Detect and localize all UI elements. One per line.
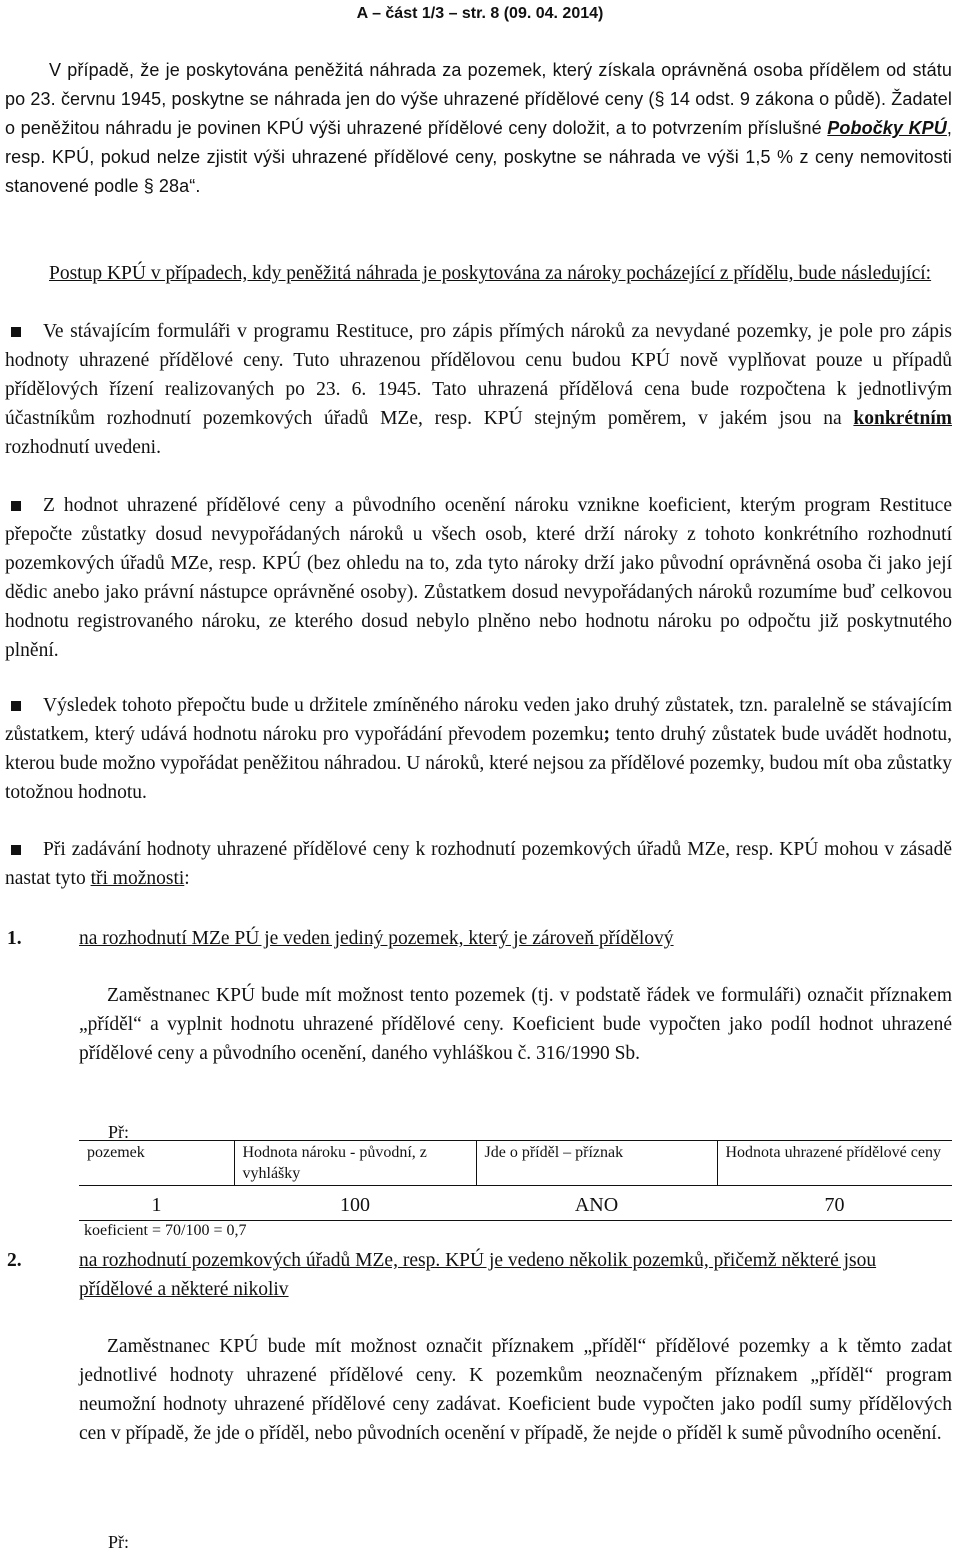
coefficient-note: koeficient = 70/100 = 0,7 xyxy=(84,1222,247,1239)
example-table xyxy=(79,1140,952,1221)
square-bullet-icon xyxy=(11,845,21,855)
table-cell: 1 xyxy=(79,1186,234,1221)
table-header-cell: pozemek xyxy=(79,1141,234,1186)
bullet-item-4: Při zadávání hodnoty uhrazené přídělové ceny k rozhodnutí pozemkových úřadů MZe, resp. KPÚ mohou v zásadě nastat tyto tři možnosti: xyxy=(5,839,952,889)
table-header-cell: Hodnota uhrazené přídělové ceny xyxy=(717,1141,952,1186)
bullet-item-2: Z hodnot uhrazené přídělové ceny a původního ocenění nároku vznikne koeficient, kterým program Restituce přepočte zůstatky dosud nevypořádaných nároků u všech osob, které drží nároky z tohoto konkrétního rozhodnutí pozemkových úřadů MZe, resp. KPÚ (bez ohledu na to, zda tyto nároky drží jako původní oprávněná osoba či jako její dědic anebo jako právní nástupce oprávněné osoby). Zůstatkem dosud nevypořádaných nároků rozumíme buď celkovou hodnotu registrovaného nároku, ze kterého dosud nebylo plněno nebo hodnotu nároku po odpočtu již poskytnutého plnění. xyxy=(5,495,952,661)
table-header-cell: Hodnota nároku - původní, z vyhlášky xyxy=(234,1141,476,1186)
table-header-cell: Jde o příděl – příznak xyxy=(476,1141,717,1186)
case-2-heading: 2. na rozhodnutí pozemkových úřadů MZe, resp. KPÚ je vedeno několik pozemků, přičemž některé jsou přídělové a některé nikoliv xyxy=(7,1250,877,1300)
case-1-heading: 1. na rozhodnutí MZe PÚ je veden jediný pozemek, který je zároveň přídělový xyxy=(7,928,674,949)
square-bullet-icon xyxy=(11,701,21,711)
square-bullet-icon xyxy=(11,327,21,337)
pobocky-kpu-emphasis: Pobočky KPÚ xyxy=(827,118,947,138)
table-cell: ANO xyxy=(476,1186,717,1221)
bullet-item-3: Výsledek tohoto přepočtu bude u držitele zmíněného nároku veden jako druhý zůstatek, tzn. paralelně se stávajícím zůstatkem, který udává hodnotu nároku pro vypořádání převodem pozemku; tento druhý zůstatek bude uvádět hodnotu, kterou bude možno vypořádat peněžitou náhradou. U nároků, které nejsou za přídělové pozemky, budou mít oba zůstatky totožnou hodnotu. xyxy=(5,695,952,803)
table-header-row xyxy=(79,1141,952,1186)
postup-heading: Postup KPÚ v případech, kdy peněžitá náhrada je poskytována za nároky pocházející z přídělu, bude následující: xyxy=(49,263,932,284)
intro-paragraph: V případě, že je poskytována peněžitá náhrada za pozemek, který získala oprávněná osoba přídělem od státu po 23. červnu 1945, poskytne se náhrada jen do výše uhrazené přídělové ceny (§ 14 odst. 9 zákona o půdě). Žadatel o peněžitou náhradu je povinen KPÚ výši uhrazené přídělové ceny doložit, a to potvrzením příslušné Pobočky KPÚ, resp. KPÚ, pokud nelze zjistit výši uhrazené přídělové ceny, poskytne se náhrada ve výši 1,5 % z ceny nemovitosti stanovené podle § 28a“. xyxy=(5,60,952,196)
page-header: A – část 1/3 – str. 8 (09. 04. 2014) xyxy=(356,5,604,22)
case-1-example-label: Př: xyxy=(108,1122,130,1142)
case-2-text: Zaměstnanec KPÚ bude mít možnost označit příznakem „příděl“ přídělové pozemky a k těmto zadat jednotlivé hodnoty uhrazené přídělové ceny. K pozemkům neoznačeným příznakem „příděl“ program neumožní hodnoty uhrazené přídělové ceny zadávat. Koeficient bude vypočten jako podíl sumy přídělových cen v případě, že jde o příděl, nebo původních ocenění v případě, že nejde o příděl k sumě původního ocenění. xyxy=(79,1336,952,1444)
square-bullet-icon xyxy=(11,501,21,511)
case-1-text: Zaměstnanec KPÚ bude mít možnost tento pozemek (tj. v podstatě řádek ve formuláři) označit příznakem „příděl“ a vyplnit hodnotu uhrazené přídělové ceny. Koeficient bude vypočten jako podíl hodnot uhrazené přídělové ceny a původního ocenění, daného vyhláškou č. 316/1990 Sb. xyxy=(79,985,952,1064)
table-cell: 70 xyxy=(717,1186,952,1221)
case-2-example-label: Př: xyxy=(108,1532,130,1552)
bullet-item-1: Ve stávajícím formuláři v programu Restituce, pro zápis přímých nároků za nevydané pozemky, je pole pro zápis hodnoty uhrazené přídělové ceny. Tuto uhrazenou přídělovou cenu budou KPÚ nově vyplňovat pouze u případů přídělových řízení realizovaných po 23. 6. 1945. Tato uhrazená přídělová cena bude rozpočtena k jednotlivým účastníkům rozhodnutí pozemkových úřadů MZe, resp. KPÚ stejným poměrem, v jakém jsou na konkrétním rozhodnutí uvedeni. xyxy=(5,321,952,458)
table-cell: 100 xyxy=(234,1186,476,1221)
